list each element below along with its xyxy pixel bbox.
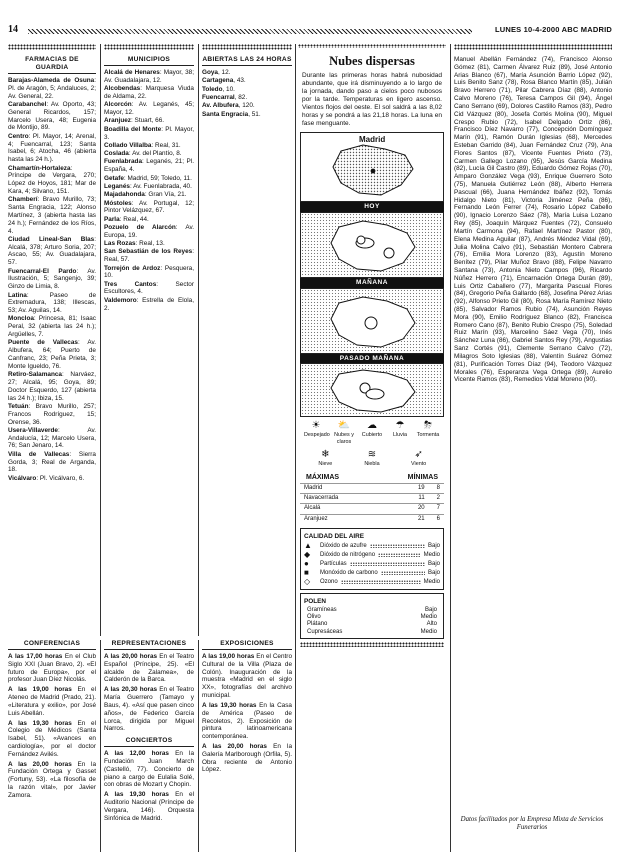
agenda-time: A las 19,30 horas bbox=[8, 719, 72, 727]
weather-panel bbox=[298, 44, 446, 852]
legend-label: Nubes y claros bbox=[334, 432, 354, 446]
legend-item bbox=[332, 420, 356, 445]
pharmacy-zone: Collado Villalba bbox=[104, 141, 152, 149]
pharmacy-entry bbox=[8, 371, 96, 402]
pharmacy-addresses: : Bravo Murillo, 257; Francos Rodríguez, 15; Orense, 36. bbox=[8, 402, 96, 426]
legend-label: Viento bbox=[411, 460, 427, 467]
temperature-max: 20 bbox=[417, 505, 425, 512]
pharmacy-zone: Puente de Vallecas bbox=[8, 339, 78, 347]
agenda-description: En el Auditorio Nacional (Príncipe de Vergara, 146). Orquesta Sinfónica de Madrid. bbox=[104, 791, 194, 822]
weather-dot-band bbox=[300, 642, 444, 647]
pollen-level: Medio bbox=[420, 628, 437, 635]
pharmacy-zone: Majadahonda bbox=[104, 191, 145, 199]
pharmacy-zone: Cartagena bbox=[202, 77, 234, 85]
pharmacy-entry bbox=[8, 475, 96, 483]
pharmacy-addresses: : Narváez, 27; Alcalá, 95; Goya, 89; Doctor Esquerdo, 127 (abierta las 24 h.); Ibiza, 15. bbox=[8, 371, 96, 402]
legend-label: Niebla bbox=[364, 460, 380, 467]
agenda-description: En el Club Siglo XXI (Juan Bravo, 2). «El futuro de Europa», por el profesor Juan Díez Nicolás. bbox=[8, 653, 96, 684]
pharmacy-addresses: : Sector Escultores, 4. bbox=[104, 280, 194, 296]
pharmacy-entry bbox=[104, 158, 194, 174]
pharmacy-addresses: : Av. Fuenlabrada, 40. bbox=[129, 182, 192, 190]
pharmacy-zone: Barajas-Alameda de Osuna bbox=[8, 77, 95, 85]
legend-item bbox=[388, 420, 412, 445]
pharmacy-zone: Carabanchel bbox=[8, 101, 47, 108]
pharmacy-entry bbox=[8, 268, 96, 291]
temperature-min: 7 bbox=[436, 505, 440, 512]
agenda-item bbox=[104, 686, 194, 733]
header-date: LUNES 10-4-2000 ABC MADRID bbox=[494, 25, 612, 34]
pharmacy-addresses: : Real, 31. bbox=[151, 141, 181, 149]
pharmacy-zone: Retiro-Salamanca bbox=[8, 371, 62, 379]
rain-icon: ☂ bbox=[395, 420, 405, 432]
pharmacy-zone: Vicálvaro bbox=[8, 474, 37, 482]
pharmacy-addresses: , 12. bbox=[217, 69, 231, 77]
pharmacy-entry bbox=[8, 427, 96, 450]
pharmacy-zone: Coslada bbox=[104, 150, 129, 158]
weather-title: Nubes dispersas bbox=[329, 54, 415, 68]
pharmacy-entry bbox=[104, 126, 194, 142]
agenda-time: A las 19,00 horas bbox=[202, 653, 255, 661]
pollutant-icon: ● bbox=[304, 559, 309, 569]
pollen-type: Plátano bbox=[307, 621, 328, 628]
pharmacy-entry bbox=[202, 102, 292, 110]
pharmacy-addresses: : Gran Vía, 21. bbox=[144, 191, 187, 199]
pharmacy-zone: Aranjuez bbox=[104, 117, 131, 125]
agenda-time: A las 19,30 horas bbox=[104, 791, 169, 799]
pharmacy-addresses: : Pesquera, 10. bbox=[104, 264, 194, 280]
pharmacy-entry bbox=[8, 403, 96, 426]
pharmacy-addresses: : Estrella de Elola, 2. bbox=[104, 296, 194, 312]
legend-label: Lluvia bbox=[392, 432, 408, 439]
agenda-item bbox=[8, 761, 96, 800]
pharmacy-zone: Centro bbox=[8, 132, 29, 140]
exhibitions-title: EXPOSICIONES bbox=[202, 640, 292, 650]
pollen-type: Olivo bbox=[307, 613, 321, 620]
snow-icon: ❄ bbox=[321, 448, 330, 460]
representations-list bbox=[104, 653, 194, 733]
agenda-description: En la Fundación Juan March (Castelló, 77). Concierto de piano a cargo de Eulalia Solé, con obras de Mozart y Chopin. bbox=[104, 750, 194, 789]
pharmacy-zone: Moncloa bbox=[8, 315, 34, 323]
pharmacy-addresses: : Marquesa Viuda de Aldama, 22. bbox=[104, 85, 194, 100]
night-pharmacies-column bbox=[202, 44, 292, 636]
pharmacy-addresses: : Real, 57. bbox=[104, 248, 194, 264]
pharmacy-zone: Usera-Villaverde bbox=[8, 426, 58, 434]
air-quality-title: CALIDAD DEL AIRE bbox=[304, 533, 365, 541]
pharmacy-zone: Tetuán bbox=[8, 402, 29, 410]
temperature-row bbox=[300, 503, 444, 513]
agenda-time: A las 12,00 horas bbox=[104, 750, 169, 758]
pharmacy-entry bbox=[104, 150, 194, 158]
legend-label: Cubierto bbox=[361, 432, 383, 439]
agenda-time: A las 20,00 horas bbox=[104, 653, 158, 661]
pharmacy-zone: Alcobendas bbox=[104, 85, 141, 93]
pharmacy-zone: Chamartín-Hortaleza bbox=[8, 164, 71, 172]
pollen-row bbox=[304, 614, 440, 621]
pollutant-level: Bajo bbox=[427, 560, 440, 567]
wind-icon: ➶ bbox=[414, 448, 423, 460]
pharmacy-addresses: : Alcalá, 378; Arturo Soria, 207; Ascao, 55; Av. Guadalajara, 57. bbox=[8, 235, 96, 267]
pharmacy-addresses: : Sierra Gorda, 3; Real de Arganda, 18. bbox=[8, 450, 96, 474]
representations-title: REPRESENTACIONES bbox=[104, 640, 194, 650]
obituaries-text: Manuel Abellán Fernández (74), Francisco Alonso Gómez (81), Carmen Álvarez Ruiz (89), José Antonio Arias Blanco (67), María Asunción Barrio López (92), Luis Benito Sanz (78), Rosa Blanco Martín (85), Julián Bravo Herrero (71), Pilar Cabrera Díaz (88), Antonio Calvo Moreno (76), Teresa Campos Gil (94), Ángel Cano Serrano (69), Dolores Castillo Ramos (83), Pedro Cid Vázquez (80), Josefa Cortés Molina (90), Miguel Crespo Rubio (72), Isabel Delgado Ortiz (86), Francisco Díez Navarro (77), Concepción Domínguez Marín (91), Ramón Durán Iglesias (68), Mercedes Esteban Garrido (84), Juan Fernández Cruz (79), Ana Flores Santos (87), Vicente Fuentes Prieto (73), Carmen Gallego Lozano (95), Jesús García Medina (82), Lucía Gil Castro (89), Eduardo Gómez Rojas (70), Amparo González Vega (93), Enrique Guerrero Soto (75), Manuela Gutiérrez León (88), Alberto Herrera Pascual (66), Juana Hernández Ibáñez (92), Tomás Hidalgo Nieto (81), Victoria Jiménez Peña (86), Fernando León Ferrer (74), Rosario López Cabello (90), Ignacio Lorenzo Sáez (78), María Luisa Lozano Rey (85), Joaquín Márquez Fuentes (72), Consuelo Martín Carmona (94), Rafael Martínez Pastor (80), Elena Medina Aguilar (87), Andrés Méndez Vidal (69), Julia Molina Calvo (91), Sebastián Montero Cabrera (76), Emilia Mora Lorenzo (83), Agustín Moreno Benítez (79), Pilar Muñoz Bravo (88), Felipe Navarro Santana (73), Antonia Nieto Campos (96), Ricardo Núñez Herrero (71), Encarnación Ortega Durán (89), Luis Ortiz Caballero (77), Margarita Pascual Flores (84), Gregorio Peña Gallardo (68), Josefina Pérez Arias (92), Alfonso Prieto Gil (80), Rosa María Ramírez Nieto (85), Salvador Ramos Rubio (74), Asunción Reyes Mora (90), Emilio Rodríguez Blanco (82), Francisca Romero Cano (87), Benito Rubio Crespo (75), Soledad Ruiz Marín (93), Marcelino Sáez Vega (70), Inés Sánchez Luna (86), Gabriel Santos Rey (79), Angustias Sanz Cortés (91), Clemente Serrano Calvo (72), Milagros Soto Iglesias (88), Valentín Suárez Gómez (81), Purificación Torres Díaz (94), Teodoro Vázquez Morales (76), Esperanza Vega Ortega (89), Aurelio Vicente Ramos (83), Remedios Vidal Moreno (90). bbox=[454, 56, 612, 384]
pharmacy-entry bbox=[8, 292, 96, 315]
pollutant-icon: ■ bbox=[304, 568, 309, 578]
pharmacy-addresses: : Real, 44. bbox=[119, 215, 149, 223]
pharmacy-zone: Las Rozas bbox=[104, 240, 136, 248]
agenda-time: A las 20,00 horas bbox=[8, 760, 72, 768]
page-number: 14 bbox=[8, 24, 18, 35]
pharmacy-zone: Móstoles bbox=[104, 199, 132, 207]
today-map bbox=[300, 212, 444, 278]
province-pharmacies-column bbox=[104, 44, 194, 636]
pharmacy-zone: Toledo bbox=[202, 85, 223, 93]
night-pharmacies-title: ABIERTAS LAS 24 HORAS bbox=[202, 56, 292, 66]
air-quality-row bbox=[304, 551, 440, 560]
sun-icon: ☀ bbox=[311, 420, 321, 432]
pharmacy-entry bbox=[104, 240, 194, 248]
pollen-level: Alto bbox=[426, 621, 437, 628]
dotted-leader bbox=[381, 571, 425, 575]
pharmacy-zone: Chamberí bbox=[8, 196, 38, 204]
pharmacy-zone: Pozuelo de Alarcón bbox=[104, 223, 176, 231]
agenda-item bbox=[8, 653, 96, 684]
exhibitions-section bbox=[202, 640, 292, 852]
page-header bbox=[8, 24, 612, 38]
weather-legend bbox=[302, 420, 442, 470]
province-pharmacies-title: MUNICIPIOS bbox=[104, 56, 194, 66]
obituaries-column bbox=[454, 44, 612, 812]
after-tomorrow-map bbox=[300, 363, 444, 417]
pharmacy-entry bbox=[104, 191, 194, 199]
pharmacy-addresses: : Pl. Mayor, 14; Arenal, 4; Fuencarral, 123; Santa Isabel, 6; Atocha, 46 (abierta hasta las 24 h.). bbox=[8, 132, 96, 164]
pharmacy-zone: Leganés bbox=[104, 182, 130, 190]
pharmacy-addresses: : Mayor, 38; Av. Guadalajara, 12. bbox=[104, 69, 194, 84]
pollutant-level: Medio bbox=[423, 578, 440, 585]
pharmacy-zone: Fuencarral bbox=[202, 93, 235, 101]
pharmacy-zone: Santa Engracia bbox=[202, 110, 249, 118]
pollen-box bbox=[300, 593, 444, 639]
pharmacy-zone: Valdemoro bbox=[104, 296, 137, 304]
pharmacy-entry bbox=[104, 117, 194, 125]
pharmacy-zone: Av. Albufera bbox=[202, 102, 239, 110]
pollutant-level: Medio bbox=[423, 551, 440, 558]
legend-item bbox=[416, 420, 440, 445]
obituaries-source: Datos facilitados por la Empresa Mixta de Servicios Funerarios bbox=[460, 816, 604, 832]
pharmacy-zone: Tres Cantos bbox=[104, 280, 157, 288]
agenda-time: A las 20,30 horas bbox=[104, 686, 158, 694]
partly-cloudy-icon: ⛅ bbox=[337, 420, 351, 432]
legend-item bbox=[360, 420, 384, 445]
pollen-level: Medio bbox=[420, 613, 437, 620]
max-temps-label: MÁXIMAS bbox=[306, 474, 340, 482]
conferences-list bbox=[8, 653, 96, 800]
section-dot-band bbox=[202, 44, 292, 50]
agenda-description: En la Galería Marlborough (Orfila, 5). Obra reciente de Antonio López. bbox=[202, 742, 292, 774]
pharmacy-entry bbox=[8, 315, 96, 338]
today-band: HOY bbox=[300, 202, 444, 212]
temperature-max: 19 bbox=[417, 484, 425, 491]
pharmacy-addresses: , 82. bbox=[234, 93, 248, 101]
storm-icon: ⛈ bbox=[424, 420, 432, 432]
agenda-description: En el Teatro Español (Príncipe, 25). «El alcalde de Zalamea», de Calderón de la Barca. bbox=[104, 653, 194, 684]
pharmacy-zone: Alcorcón bbox=[104, 101, 132, 109]
air-quality-box bbox=[300, 528, 444, 590]
air-quality-row bbox=[304, 578, 440, 587]
pollutant-icon: ◇ bbox=[304, 577, 311, 587]
temperature-place: Madrid bbox=[304, 484, 323, 491]
pollen-title: POLEN bbox=[304, 597, 327, 605]
pollutant-label: Dióxido de nitrógeno bbox=[320, 551, 376, 558]
pharmacy-zone: Ciudad Lineal-San Blas bbox=[8, 235, 95, 243]
temperature-min: 8 bbox=[436, 484, 440, 491]
agenda-time: A las 20,00 horas bbox=[202, 742, 267, 750]
pharmacy-entry bbox=[202, 94, 292, 102]
pharmacy-entry bbox=[8, 77, 96, 100]
column-divider bbox=[100, 640, 101, 852]
agenda-item bbox=[104, 750, 194, 789]
pharmacy-addresses: , 51. bbox=[248, 110, 261, 118]
pharmacy-entry bbox=[202, 111, 292, 119]
pollen-row bbox=[304, 629, 440, 636]
temperature-max: 11 bbox=[418, 495, 425, 502]
pollen-row bbox=[304, 621, 440, 628]
pharmacy-zone: Goya bbox=[202, 69, 218, 77]
pharmacy-entry bbox=[104, 216, 194, 224]
pharmacy-zone: Boadilla del Monte bbox=[104, 125, 162, 133]
pharmacy-entry bbox=[8, 165, 96, 196]
legend-item bbox=[407, 449, 431, 468]
pharmacy-entry bbox=[8, 451, 96, 474]
pharmacy-addresses: : Paseo de Extremadura, 138; Illescas, 53; Av. Aguilas, 14. bbox=[8, 291, 96, 315]
temperature-place: Alcalá bbox=[304, 505, 321, 512]
pharmacy-addresses: : Av. Leganés, 45; Mayor, 12. bbox=[104, 101, 194, 117]
night-pharmacies-list bbox=[202, 69, 292, 118]
pharmacy-entry bbox=[104, 200, 194, 216]
dotted-leader bbox=[370, 544, 425, 548]
pharmacy-addresses: : Leganés, 21; Pl. España, 4. bbox=[104, 158, 194, 174]
cloud-icon: ☁ bbox=[367, 420, 377, 432]
pharmacy-entry bbox=[202, 77, 292, 85]
agenda-time: A las 19,00 horas bbox=[8, 686, 72, 694]
pharmacy-addresses: : Princesa, 81; Isaac Peral, 32 (abierta las 24 h.); Argüelles, 7. bbox=[8, 315, 96, 339]
conferences-title: CONFERENCIAS bbox=[8, 640, 96, 650]
pollen-type: Cupresáceas bbox=[307, 628, 343, 635]
pharmacy-zone: Torrejón de Ardoz bbox=[104, 264, 161, 272]
tomorrow-band: MAÑANA bbox=[300, 278, 444, 288]
agenda-description: En la Fundación Ortega y Gasset (Fortuny, 53). «La filosofía de la razón vital», por Javier Zamora. bbox=[8, 760, 96, 799]
pharmacy-entry bbox=[104, 85, 194, 101]
pharmacy-addresses: : Real, 13. bbox=[135, 240, 165, 248]
pharmacy-zone: Fuencarral-El Pardo bbox=[8, 267, 77, 275]
pollutant-icon: ◆ bbox=[304, 550, 311, 560]
temperature-max: 21 bbox=[417, 515, 425, 522]
agenda-item bbox=[104, 653, 194, 684]
pharmacy-entry bbox=[104, 265, 194, 281]
pharmacy-entry bbox=[8, 133, 96, 164]
column-divider bbox=[198, 640, 199, 852]
temperature-row bbox=[300, 514, 444, 524]
agenda-item bbox=[8, 686, 96, 717]
weather-forecast-text: Durante las primeras horas habrá nubosidad abundante, que irá disminuyendo a lo largo de la jornada, dando paso a cielos poco nubosos por la tarde. Temperaturas en ligero ascenso. Vientos flojos del oeste. El sol saldrá a las 8,02 horas y se pondrá a las 21,18 horas. La luna en fase menguante. bbox=[302, 72, 442, 127]
legend-label: Nieve bbox=[318, 460, 333, 467]
pharmacy-addresses: : Av. Oporto, 43; General Ricardos, 157; Marcelo Usera, 48; Eugenia de Montijo, 89. bbox=[8, 101, 96, 132]
pharmacy-addresses: : Av. Europa, 19. bbox=[104, 223, 194, 239]
pharmacy-entry bbox=[104, 101, 194, 117]
pollutant-label: Partículas bbox=[320, 560, 347, 567]
agenda-item bbox=[202, 702, 292, 741]
pharmacies-column bbox=[8, 44, 96, 636]
pharmacy-zone: Fuenlabrada bbox=[104, 158, 142, 166]
air-quality-row bbox=[304, 542, 440, 551]
agenda-description: En la Casa de América (Paseo de Recoletos, 2). Exposición de pintura latinoamericana contemporánea. bbox=[202, 701, 292, 741]
pharmacy-addresses: : Stuart, 66. bbox=[131, 117, 165, 125]
exhibitions-list bbox=[202, 653, 292, 774]
agenda-item bbox=[104, 791, 194, 822]
concerts-title: CONCIERTOS bbox=[104, 737, 194, 747]
pharmacy-addresses: : Av. Ilustración, 5; Sangenjo, 39; Ginzo de Limia, 8. bbox=[8, 267, 96, 291]
pharmacies-list bbox=[8, 77, 96, 482]
pollutant-label: Dióxido de azufre bbox=[320, 542, 367, 549]
pharmacy-addresses: : Bravo Murillo, 73; Santa Engracia, 122; Alonso Martínez, 3 (abierta hasta las 24 h.); Fernández de los Ríos, 4. bbox=[8, 196, 96, 235]
dotted-leader bbox=[341, 580, 421, 584]
column-divider bbox=[295, 44, 296, 852]
madrid-map-title: Madrid bbox=[359, 134, 386, 144]
pharmacy-addresses: : Pl. de Aragón, 5; Andaluces, 2; Av. General, 22. bbox=[8, 77, 96, 100]
conferences-section bbox=[8, 640, 96, 852]
pollutant-label: Monóxido de carbono bbox=[320, 569, 378, 576]
pharmacy-entry bbox=[202, 86, 292, 94]
pharmacy-entry bbox=[8, 339, 96, 370]
tomorrow-sun-icon bbox=[365, 317, 377, 329]
weather-dot-band bbox=[298, 44, 446, 48]
pharmacy-entry bbox=[202, 69, 292, 77]
agenda-description: En el Teatro María Guerrero (Tamayo y Baus, 4). «Así que pasen cinco años», de Federico García Lorca, dirigida por Miguel Narros. bbox=[104, 686, 194, 733]
pollen-type: Gramíneas bbox=[307, 606, 337, 613]
pharmacy-addresses: : Pl. Vicálvaro, 6. bbox=[36, 474, 85, 482]
legend-item bbox=[313, 449, 337, 468]
pharmacy-addresses: , 120. bbox=[238, 102, 255, 110]
province-pharmacies-list bbox=[104, 69, 194, 312]
column-divider bbox=[198, 44, 199, 636]
pharmacy-entry bbox=[104, 248, 194, 264]
pharmacy-entry bbox=[8, 196, 96, 235]
agenda-time: A las 19,30 horas bbox=[202, 701, 257, 709]
fog-icon: ≋ bbox=[367, 448, 377, 460]
temperature-min: 6 bbox=[436, 515, 440, 522]
pharmacy-addresses: : Av. del Plantío, 8. bbox=[128, 150, 182, 158]
pharmacy-addresses: : Madrid, 59; Toledo, 11. bbox=[123, 174, 192, 182]
pharmacy-entry bbox=[104, 183, 194, 191]
pharmacy-zone: Parla bbox=[104, 215, 120, 223]
pharmacy-entry bbox=[104, 69, 194, 85]
column-divider bbox=[450, 44, 451, 852]
pharmacy-addresses: : Av. Andalucía, 12; Marcelo Usera, 76; San Jenaro, 14. bbox=[8, 426, 96, 450]
pharmacy-entry bbox=[104, 297, 194, 313]
pharmacy-entry bbox=[8, 236, 96, 267]
air-quality-row bbox=[304, 569, 440, 578]
dotted-leader bbox=[350, 562, 425, 566]
pharmacy-addresses: , 43. bbox=[233, 77, 246, 85]
pharmacy-addresses: : Pl. Mayor, 3. bbox=[104, 125, 194, 141]
pollutant-level: Bajo bbox=[427, 569, 440, 576]
tomorrow-map bbox=[300, 288, 444, 354]
temperature-row bbox=[300, 493, 444, 503]
pharmacy-addresses: , 10. bbox=[222, 85, 235, 93]
legend-label: Tormenta bbox=[416, 432, 440, 439]
pharmacy-entry bbox=[104, 281, 194, 297]
pharmacy-entry bbox=[104, 142, 194, 150]
pollen-row bbox=[304, 607, 440, 614]
agenda-time: A las 17,00 horas bbox=[8, 653, 63, 661]
temperature-place: Navacerrada bbox=[304, 495, 339, 502]
pollutant-icon: ▲ bbox=[304, 541, 312, 551]
agenda-description: En el Colegio de Médicos (Santa Isabel, 51). «Avances en cardiología», por el doctor Fernández Avilés. bbox=[8, 719, 96, 758]
agenda-item bbox=[202, 743, 292, 774]
min-temps-label: MÍNIMAS bbox=[407, 474, 438, 482]
legend-item bbox=[360, 449, 384, 468]
pharmacy-addresses: : Príncipe de Vergara, 270; López de Hoyos, 181; Mar de Kara, 4; Silvano, 151. bbox=[8, 164, 96, 195]
temperatures-table bbox=[300, 474, 444, 524]
pharmacy-zone: Getafe bbox=[104, 174, 124, 182]
temperature-min: 2 bbox=[436, 495, 440, 502]
header-rule bbox=[28, 29, 472, 34]
representations-section bbox=[104, 640, 194, 852]
after-tomorrow-band: PASADO MAÑANA bbox=[300, 354, 444, 364]
air-quality-row bbox=[304, 560, 440, 569]
pollutant-level: Bajo bbox=[427, 542, 440, 549]
agenda-description: En el Ateneo de Madrid (Prado, 21). «Literatura y exilio», por José Luis Abellán. bbox=[8, 686, 96, 717]
agenda-item bbox=[202, 653, 292, 700]
concerts-list bbox=[104, 750, 194, 822]
pollen-level: Bajo bbox=[424, 606, 437, 613]
column-divider bbox=[100, 44, 101, 636]
dotted-leader bbox=[378, 553, 421, 557]
pharmacy-zone: Villa de Vallecas bbox=[8, 450, 70, 458]
pharmacy-entry bbox=[104, 224, 194, 240]
pharmacy-zone: San Sebastián de los Reyes bbox=[104, 248, 193, 256]
pharmacy-entry bbox=[8, 101, 96, 132]
pollutant-label: Ozono bbox=[320, 578, 338, 585]
legend-item bbox=[304, 420, 328, 445]
legend-label: Despejado bbox=[304, 432, 330, 439]
pharmacies-title: FARMACIAS DE GUARDIA bbox=[8, 56, 96, 74]
agenda-description: En el Centro Cultural de la Villa (Plaza de Colón). Inauguración de la muestra «Madrid en el siglo XX», fotografías del archivo municipal. bbox=[202, 653, 292, 700]
pharmacy-zone: Alcalá de Henares bbox=[104, 69, 160, 77]
section-dot-band bbox=[104, 44, 194, 50]
temperature-row bbox=[300, 483, 444, 493]
pharmacy-zone: Latina bbox=[8, 291, 27, 299]
temperature-place: Aranjuez bbox=[304, 515, 328, 522]
pharmacy-addresses: : Av. Portugal, 12; Pintor Velázquez, 67. bbox=[104, 199, 194, 215]
today-sun-icon bbox=[384, 248, 394, 258]
pharmacy-entry bbox=[104, 175, 194, 183]
madrid-map bbox=[300, 132, 444, 202]
agenda-item bbox=[8, 720, 96, 759]
section-dot-band bbox=[8, 44, 96, 50]
section-dot-band bbox=[454, 44, 612, 50]
pharmacy-addresses: : Av. Albufera, 64; Puerto de Canfranc, 23; Peña Prieta, 3; Monte Igueldo, 76. bbox=[8, 339, 96, 370]
